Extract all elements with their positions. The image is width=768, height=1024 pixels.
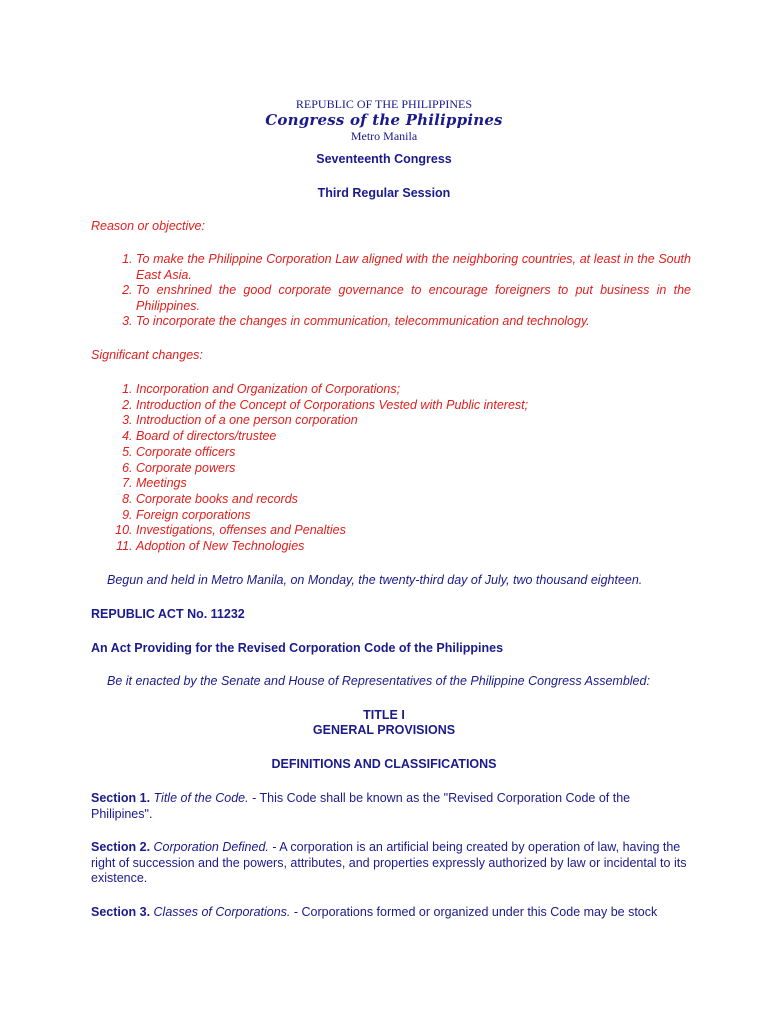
section-2 [91,840,696,887]
list-item: 1. To make the Philippine Corporation Law aligned with the neighboring countries, at least in the South East Asia. [136,252,691,283]
section-heading: Title of the Code. [153,791,249,805]
list-item: 5. Corporate officers [136,445,691,461]
section-label: Section 3. [91,905,151,919]
enacting-clause: Be it enacted by the Senate and House of Representatives of the Philippine Congress Assembled: [107,674,650,688]
section-1 [91,791,671,822]
section-label: Section 1. [91,791,151,805]
list-item: 1. Incorporation and Organization of Corporations; [136,382,691,398]
changes-heading: Significant changes: [91,348,203,362]
title-heading: TITLE I [363,708,405,722]
list-item: 8. Corporate books and records [136,492,691,508]
title-subheading: GENERAL PROVISIONS [312,723,456,737]
changes-list [91,382,691,555]
metro-heading: Metro Manila [350,129,418,143]
section-heading: Corporation Defined. [153,840,269,854]
section-text: - This Code shall be known as the "Revised Corporation Code of the Philipines". [91,791,631,821]
reason-list [91,252,691,330]
begun-statement: Begun and held in Metro Manila, on Monday, the twenty-third day of July, two thousand eighteen. [107,573,643,587]
section-heading: Classes of Corporations. [153,905,291,919]
list-item: 10. Investigations, offenses and Penalties [136,523,691,539]
list-item: 9. Foreign corporations [136,508,691,524]
list-item: 2. Introduction of the Concept of Corporations Vested with Public interest; [136,398,691,414]
list-item: 4. Board of directors/trustee [136,429,691,445]
list-item: 3. To incorporate the changes in communication, telecommunication and technology. [136,314,691,330]
section-text: - Corporations formed or organized under this Code may be stock [290,905,658,919]
section-label: Section 2. [91,840,151,854]
section-3 [91,905,711,921]
list-item: 3. Introduction of a one person corporation [136,413,691,429]
act-title: An Act Providing for the Revised Corporation Code of the Philippines [91,641,504,655]
congress-number: Seventeenth Congress [316,152,452,166]
section-text: - A corporation is an artificial being created by operation of law, having the right of succession and the powers, attributes, and properties expressly authorized by law or incidental to its existence. [91,840,687,885]
act-number: REPUBLIC ACT No. 11232 [91,607,245,621]
chapter-heading: DEFINITIONS AND CLASSIFICATIONS [271,757,497,771]
reason-heading: Reason or objective: [91,219,205,233]
list-item: 6. Corporate powers [136,461,691,477]
list-item: 11. Adoption of New Technologies [136,539,691,555]
list-item: 2. To enshrined the good corporate governance to encourage foreigners to put business in the Philippines. [136,283,691,314]
list-item: 7. Meetings [136,476,691,492]
regular-session: Third Regular Session [317,186,451,200]
congress-heading: Congress of the Philippines [265,111,503,129]
republic-heading: REPUBLIC OF THE PHILIPPINES [295,97,473,111]
document-header [0,97,768,143]
